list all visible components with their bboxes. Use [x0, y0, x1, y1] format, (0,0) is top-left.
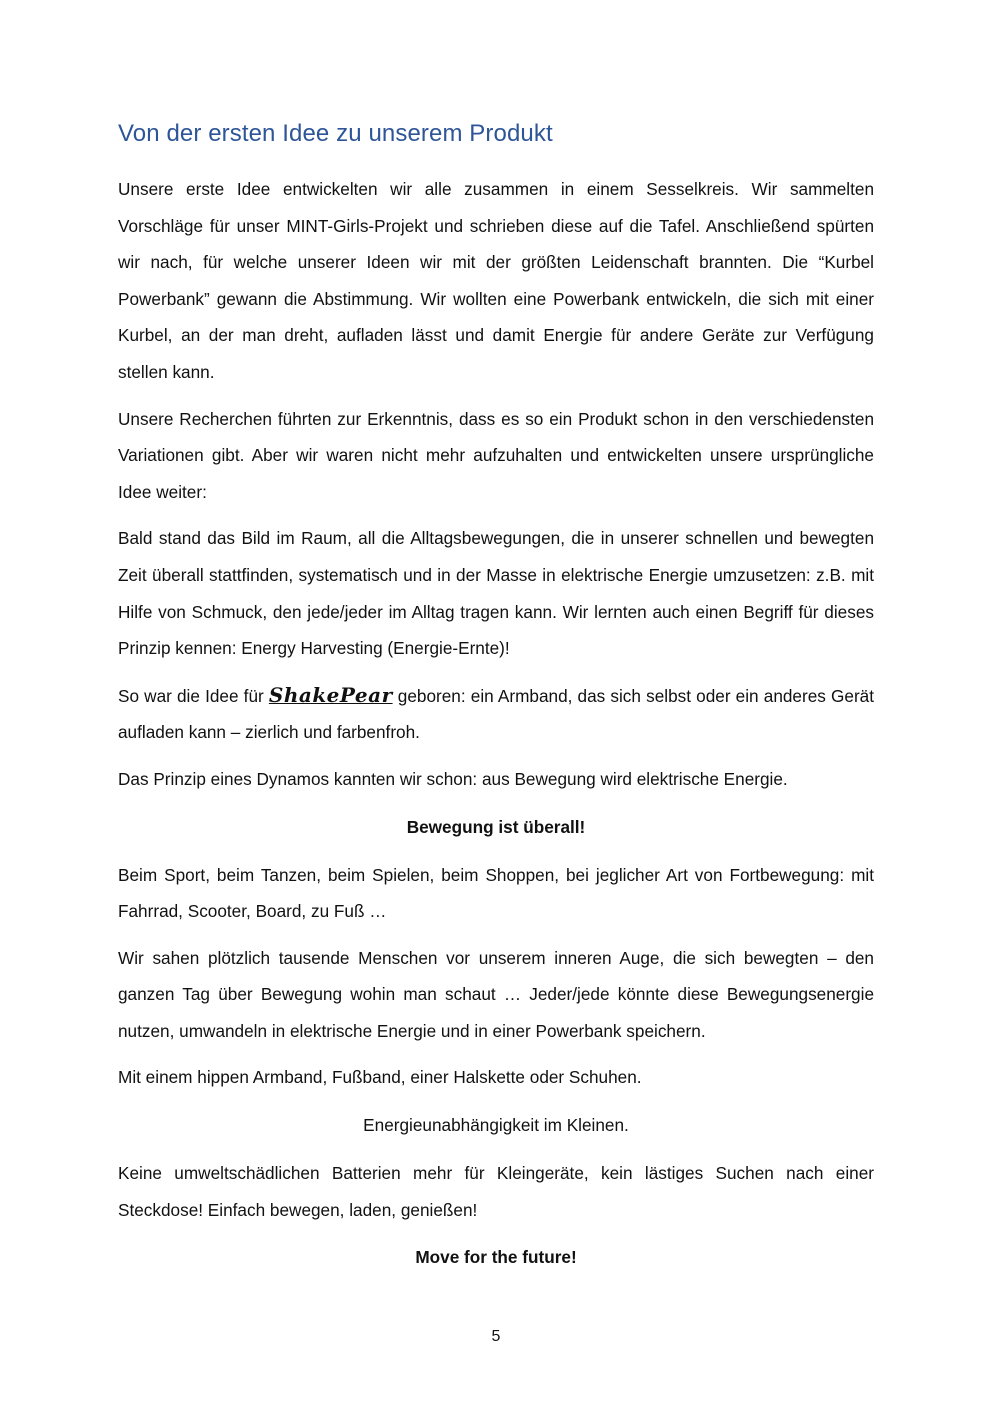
paragraph-first-idea: Unsere erste Idee entwickelten wir alle zusammen in einem Sesselkreis. Wir sammelten Vorschläge für unser MINT-Girls-Projekt und schrieben diese auf die Tafel. Anschließend spürten wir nach, für welche unserer Ideen wir mit der größten Leidenschaft brannten. Die “Kurbel Powerbank” gewann die Abstimmung. Wir wollten eine Powerbank entwickeln, die sich mit einer Kurbel, an der man dreht, aufladen lässt und damit Energie für andere Geräte zur Verfügung stellen kann. — [118, 179, 874, 382]
paragraph-activities: Beim Sport, beim Tanzen, beim Spielen, beim Shoppen, bei jeglicher Art von Fortbewegung: mit Fahrrad, Scooter, Board, zu Fuß … — [118, 864, 874, 922]
document-page — [118, 112, 874, 1372]
paragraph-jewelry: Mit einem hippen Armband, Fußband, einer Halskette oder Schuhen. — [118, 1067, 642, 1088]
centered-bold-slogan: Move for the future! — [415, 1247, 577, 1268]
paragraph-shakepear-idea — [118, 677, 874, 751]
centered-independence: Energieunabhängigkeit im Kleinen. — [363, 1115, 629, 1136]
paragraph-vision: Wir sahen plötzlich tausende Menschen vor unserem inneren Auge, die sich bewegten – den ganzen Tag über Bewegung wohin man schaut … Jeder/jede könnte diese Bewegungsenergie nutzen, umwandeln in elektrische Energie und in einer Powerbank speichern. — [118, 947, 874, 1041]
centered-bold-movement: Bewegung ist überall! — [406, 816, 586, 837]
page-number: 5 — [491, 1328, 501, 1345]
paragraph-energy-harvesting: Bald stand das Bild im Raum, all die Alltagsbewegungen, die in unserer schnellen und bewegten Zeit überall stattfinden, systematisch und in der Masse in elektrische Energie umzusetzen: z.B. mit Hilfe von Schmuck, den jede/jeder im Alltag tragen kann. Wir lernten auch einen Begriff für dieses Prinzip kennen: Energy Harvesting (Energie-Ernte)! — [118, 528, 874, 659]
section-heading: Von der ersten Idee zu unserem Produkt — [118, 120, 553, 147]
paragraph-research: Unsere Recherchen führten zur Erkenntnis, dass es so ein Produkt schon in den verschiedensten Variationen gibt. Aber wir waren nicht mehr aufzuhalten und entwickelten unsere ursprüngliche Idee weiter: — [118, 408, 874, 502]
paragraph-dynamo: Das Prinzip eines Dynamos kannten wir schon: aus Bewegung wird elektrische Energie. — [118, 768, 788, 789]
shakepear-logo: ShakePear — [268, 682, 393, 707]
paragraph-shakepear-rest: geboren: ein Armband, das sich selbst oder ein anderes Gerät aufladen kann – zierlich und farbenfroh. — [118, 685, 874, 743]
paragraph-shakepear-intro: So war die Idee für — [118, 685, 269, 706]
paragraph-no-batteries: Keine umweltschädlichen Batterien mehr für Kleingeräte, kein lästiges Suchen nach einer Steckdose! Einfach bewegen, laden, genießen! — [118, 1163, 874, 1220]
